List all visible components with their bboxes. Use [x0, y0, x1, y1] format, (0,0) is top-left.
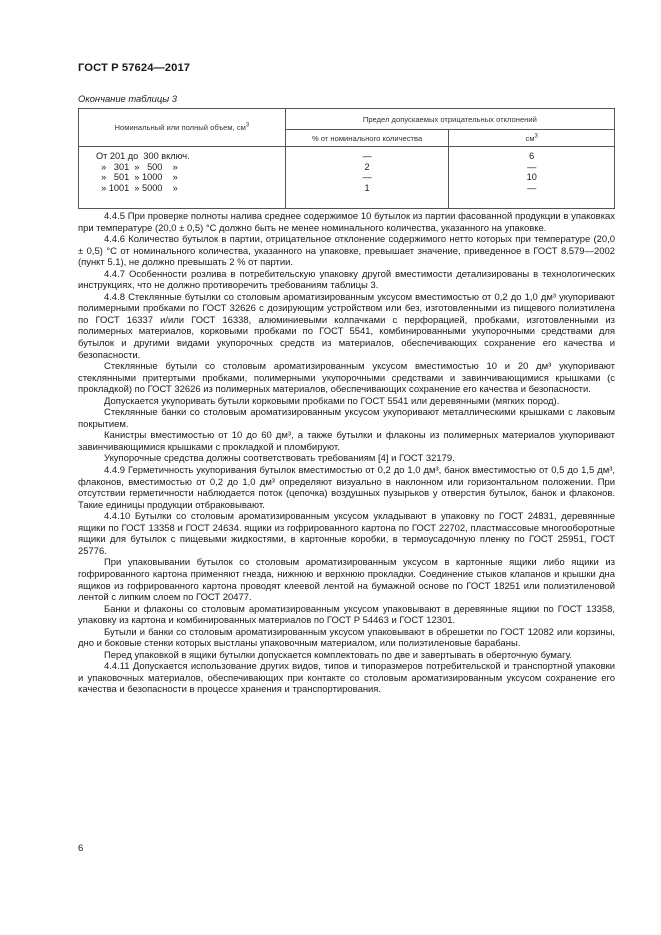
- table-row: » 501 » 1000 »: [96, 172, 178, 182]
- paragraph: Бутыли и банки со столовым ароматизированным уксусом упаковывают в обрешетки по ГОСТ 12082 или корзины, дно и боковые стенки которых выстланы упаковочным материалом, или полиэтиленовые барабаны.: [78, 626, 615, 650]
- header-nominal-volume: [79, 109, 286, 147]
- table-cell: —: [362, 151, 372, 161]
- paragraph: Банки и флаконы со столовым ароматизированным уксусом упаковывают в деревянные ящики по ГОСТ 13358, упаковку из картона и комбинированных материалов по ГОСТ Р 54463 и ГОСТ 12301.: [78, 603, 615, 627]
- paragraph-4-4-9: 4.4.9 Герметичность укупоривания бутылок вместимостью от 0,2 до 1,0 дм³, банок вместимостью от 0,5 до 1,5 дм³, флаконов, вместимостью от 0,2 до 1,0 дм³ определяют визуально в наклонном или горизонтальном положении. При отсутствии герметичности наблюдается поток (цепочка) воздушных пузырьков у отверстия бутылок, банок и флаконов. Такие единицы продукции отбраковывают.: [78, 465, 615, 511]
- table-row: » 1001 » 5000 »: [96, 182, 178, 193]
- paragraph: Укупорочные средства должны соответствовать требованиям [4] и ГОСТ 32179.: [104, 453, 455, 465]
- page-number: 6: [78, 843, 84, 854]
- header-cm3: $см^3$: [449, 130, 615, 147]
- paragraph-4-4-8: 4.4.8 Стеклянные бутылки со столовым ароматизированным уксусом вместимостью от 0,2 до 1,0 дм³ укупоривают полимерными пробками по ГОСТ 32626 с дозирующим устройством или без, изготовленными из пищевого полиэтилена по ГОСТ 16337 и/или ГОСТ 16338, алюминиевыми колпачками с перфорацией, пробками, изготовленными из полимерных материалов, корковыми пробками по ГОСТ 5541, комбинированными укупорочными средствами для бутылок и другими видами укупорочных средств из материалов, обеспечивающих сохранение его качества и безопасности.: [78, 291, 615, 361]
- superscript: 3: [245, 122, 250, 129]
- header-percent: % от номинального количества: [285, 130, 449, 147]
- header-tolerance-group: Предел допускаемых отрицательных отклонений: [285, 109, 614, 130]
- paragraph-4-4-5: 4.4.5 При проверке полноты налива среднее содержимое 10 бутылок из партии фасованной продукции в упаковках при температуре (20,0 ± 0,5) °С должно быть не менее номинального количества, указанного на упаковке.: [78, 211, 615, 234]
- body-text: [78, 211, 615, 696]
- table-cell: 10: [526, 172, 537, 182]
- percent-column: [285, 147, 449, 209]
- paragraph-4-4-11: 4.4.11 Допускается использование других видов, типов и типоразмеров потребительской и транспортной упаковки и упаковочных материалов, обеспечивающих при контакте со столовым ароматизированным уксусом сохранение его качества и безопасности в процессе хранения и транспортирования.: [78, 661, 615, 696]
- table-cell: —: [362, 172, 372, 182]
- paragraph-4-4-10: 4.4.10 Бутылки со столовым ароматизированным уксусом укладывают в упаковку по ГОСТ 24831, деревянные ящики по ГОСТ 13358 и ГОСТ 24634. ящики из гофрированного картона по ГОСТ 22702, пластмассовые многооборотные ящики для бутылок с пищевыми жидкостями, в картонные коробки, в термоусадочную пленку по ГОСТ 25951, ГОСТ 25776.: [78, 511, 615, 557]
- paragraph-4-4-7: 4.4.7 Особенности розлива в потребительскую упаковку другой вместимости детализированы в технологических инструкциях, что не должно противоречить требованиям таблицы 3.: [78, 268, 615, 292]
- paragraph: Стеклянные банки со столовым ароматизированным уксусом укупоривают металлическими крышками с лаковым покрытием.: [78, 407, 615, 430]
- paragraph: При упаковывании бутылок со столовым ароматизированным уксусом в картонные ящики либо ящики из гофрированного картона применяют гнезда, нижнюю и верхнюю прокладки. Соединение стыков клапанов и крышки дна ящиков из гофрированного картона проводят клеевой лентой на бумажной основе по ГОСТ 18251 или полиэтиленовой лентой с липким слоем по ГОСТ 20477.: [78, 557, 615, 604]
- paragraph: Допускается укупоривать бутыли корковыми пробками по ГОСТ 5541 или деревянными (мягких пород).: [104, 395, 560, 407]
- document-header: ГОСТ Р 57624—2017: [78, 62, 191, 74]
- paragraph: Перед упаковкой в ящики бутылки допускается комплектовать по две и завертывать в оберточную бумагу.: [104, 649, 573, 661]
- table-row: » 301 » 500 »: [96, 161, 178, 172]
- table-cell: 6: [529, 151, 535, 161]
- superscript: 3: [534, 132, 538, 139]
- paragraph: Стеклянные бутыли со столовым ароматизированным уксусом вместимостью 10 и 20 дм³ укупоривают стеклянными притертыми пробками, полимерными укупорочными средствами и завинчивающимися крышками (с прокладкой) по ГОСТ 32626 из полимерных материалов, обеспечивающих сохранение его качества и безопасности.: [78, 361, 615, 396]
- cm3-column: [449, 147, 615, 209]
- table-cell: —: [527, 182, 537, 193]
- table-cell: —: [527, 161, 537, 172]
- table-cell: 1: [364, 182, 370, 193]
- nominal-column: [79, 147, 286, 209]
- table-cell: 2: [364, 161, 370, 172]
- tolerance-table: [78, 108, 615, 209]
- table-row: От 201 до 300 включ.: [96, 151, 190, 161]
- paragraph-4-4-6: 4.4.6 Количество бутылок в партии, отрицательное отклонение содержимого нетто которых при температуре (20,0 ± 0,5) °С от номинального количества, указанного на упаковке, превышает значение, приведенное в ГОСТ 8.579—2002 (пункт 5.1), не должно превышать 2 % от партии.: [78, 234, 615, 269]
- paragraph: Канистры вместимостью от 10 до 60 дм³, а также бутылки и флаконы из полимерных материалов укупоривают завинчивающимися крышками с прокладкой и пломбируют.: [78, 430, 615, 453]
- header-nominal-volume-text: Номинальный или полный объем, $см^3$: [114, 122, 250, 132]
- table-caption: Окончание таблицы 3: [78, 93, 177, 104]
